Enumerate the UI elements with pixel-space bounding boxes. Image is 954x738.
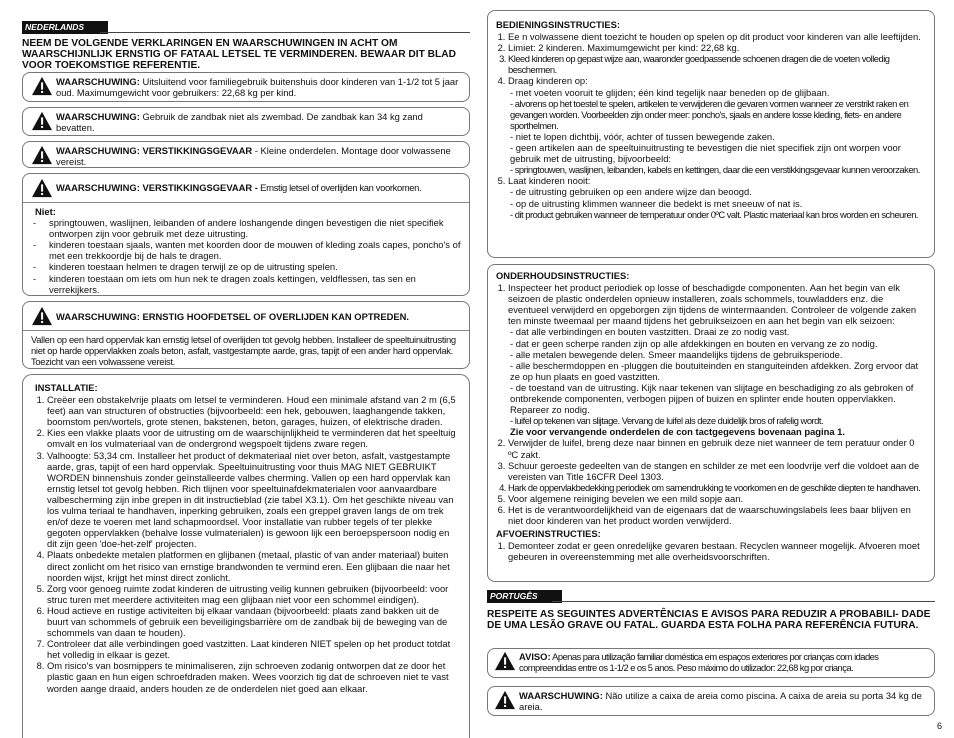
warning-body: Não utilize a caixa de areia como piscina. A caixa de areia su porta 34 kg de areia.	[519, 690, 922, 713]
pt-warning-box-family-use	[487, 648, 935, 678]
list-item: 4. Hark de oppervlakbedekking periodiek om samendrukking te voorkomen en de geschikte diepten te handhaven.	[508, 482, 926, 493]
page-number: 6	[936, 721, 942, 732]
warning-text	[56, 76, 461, 98]
warning-triangle-icon	[31, 178, 53, 198]
sub-item: - niet te lopen dichtbij, vóór, achter of tussen bewegende zaken.	[510, 130, 775, 142]
list-item: 4. Plaats onbedekte metalen platformen en glijbanen (metaal, plastic of van ander materiaal) buiten direct zonlicht om het risico van ernstige brandwonden te vermind eren. Een glijbaan die naar het noorden wijst, krijgt het minst direct zonlicht.	[47, 549, 461, 582]
list-item: - kinderen toestaan om iets om hun nek te dragen zoals kettingen, veldflessen, tas sen en verrekijkers.	[31, 273, 461, 295]
sub-list	[508, 87, 926, 176]
list-item	[508, 282, 926, 437]
pt-warning-box-sandbox	[487, 686, 935, 716]
list-item: - springtouwen, waslijnen, leibanden of andere loshangende dingen bevestigen die niet specifiek ontworpen zijn voor gebruik met deze uitrusting.	[31, 217, 461, 239]
sub-item: - alvorens op het toestel te spelen, artikelen te verwijderen die gevaren vormen wanneer ze verstrikt raken en gevangen worden. Voorbeelden zijn onder meer: poncho's, sjaals en andere losse kleding, fiets- en andere sporthelmen.	[510, 97, 909, 131]
sub-item: - luifel op tekenen van slijtage. Vervang de luifel als deze duidelijk bros of rafelig wordt.	[510, 415, 824, 427]
warning-box-sandbox	[22, 107, 470, 136]
list-item: 5. Zorg voor genoeg ruimte zodat kinderen de uitrusting veilig kunnen gebruiken (bijvoorbeeld: voor struc turen met meerdere activiteiten mag een glijbaan niet voor een schommel eindigen).	[47, 583, 461, 605]
list-item: 1. Demonteer zodat er geen onredelijke gevaren bestaan. Recyclen wanneer mogelijk. Afvoeren moet gebeuren in overeenstemming met alle overheidsvoorschriften.	[508, 540, 926, 562]
language-tag-portuguese: PORTUGÊS	[487, 590, 562, 603]
warning-box-family-use	[22, 72, 470, 102]
warning-label: WAARSCHUWING:	[56, 111, 140, 122]
sub-item: - op de uitrusting klimmen wanneer die bedekt is met sneeuw of nat is.	[510, 197, 803, 209]
disposal-list	[496, 540, 926, 562]
portuguese-intro-warning: RESPEITE AS SEGUINTES ADVERTÊNCIAS E AVISOS PARA REDUZIR A PROBABILI- DADE DE UMA LESÃO GRAVE OU FATAL. GUARDA ESTA FOLHA PARA REFERÊNCIA FUTURA.	[487, 609, 931, 632]
warning-label: WAARSCHUWING:	[519, 690, 603, 701]
operating-instructions-section	[487, 10, 935, 258]
installation-section	[22, 374, 470, 738]
divider	[23, 330, 469, 331]
warning-triangle-icon	[494, 690, 516, 710]
warning-label: WAARSCHUWING:	[56, 76, 140, 87]
list-item: 2. Limiet: 2 kinderen. Maximumgewicht per kind: 22,68 kg.	[508, 42, 926, 53]
section-title: BEDIENINGSINSTRUCTIES:	[496, 19, 620, 30]
warning-triangle-icon	[31, 76, 53, 96]
list-item: - kinderen toestaan sjaals, wanten met koorden door de mouwen of kleding zoals capes, poncho's of met een trekkoordje bij de hals te dragen.	[31, 239, 461, 261]
language-rule	[100, 32, 470, 33]
list-item-text: Laat kinderen nooit:	[508, 175, 591, 187]
list-item: 2. Verwijder de luifel, breng deze naar binnen en gebruik deze niet wanneer de tem peratuur onder 0 ºC zakt.	[508, 437, 926, 459]
warning-triangle-icon	[31, 306, 53, 326]
sub-list	[508, 326, 926, 437]
warning-label: AVISO:	[519, 651, 551, 662]
list-item: 6. Houd actieve en rustige activiteiten bij elkaar vandaan (bijvoorbeeld: plaats zand bakken uit de buurt van schommels of gebruik een beveiligingsbarrière om de zandbak bij de beweging van de schommels van daan te houden).	[47, 605, 461, 638]
list-item: 2. Kies een vlakke plaats voor de uitrusting om de waarschijnlijkheid te verminderen dat het speeltuig omvalt en los vulmateriaal van de ondergrond wegspoelt tijdens zware regen.	[47, 427, 461, 449]
sub-item: - dat alle verbindingen en bouten vastzitten. Draai ze zo nodig vast.	[510, 326, 790, 338]
warning-label: WAARSCHUWING: VERSTIKKINGSGEVAAR -	[56, 182, 258, 193]
warning-box-small-parts	[22, 141, 470, 168]
sub-item: - springtouwen, waslijnen, leibanden, kabels en kettingen, daar die een verstikkingsgevaar kunnen veroorzaken.	[510, 164, 920, 176]
maintenance-list	[496, 282, 926, 526]
list-item-text: Inspecteer het product periodiek op losse of beschadigde componenten. Aan het begin van elk seizoen de plastic onderdelen opnieuw installeren, zoals schommels, touwladders enz. die eventueel verwijderd en opgeborgen zijn tijdens de wintermaanden. Controleer de volgende zaken ten minste tweemaal per maand tijdens het gebruikseizoen en aan het begin van elk seizoen:	[508, 282, 917, 327]
dutch-intro-warning: NEEM DE VOLGENDE VERKLARINGEN EN WAARSCHUWINGEN IN ACHT OM WAARSCHIJNLIJK ERNSTIG OF FATAAL LETSEL TE VERMINDEREN. BEWAAR DIT BLAD VOOR TOEKOMSTIGE REFERENTIE.	[22, 38, 456, 72]
list-item: 5. Voor algemene reiniging bevelen we een mild sopje aan.	[508, 493, 926, 504]
section-title: INSTALLATIE:	[35, 382, 98, 393]
sub-list	[508, 186, 926, 219]
list-item: 8. Om risico's van bosrnippers te minimaliseren, zijn schroeven zodanig ontworpen dat ze door het plastic gaan en hun eigen schroefdraden maken. Wees voorzich tig dat de schroeven niet te vast worden aange draaid, anders houden ze de onderdelen niet goed aan elkaar.	[47, 660, 461, 693]
list-item-text: Draag kinderen op:	[508, 75, 588, 87]
sub-item: - dat er geen scherpe randen zijn op alle afdekkingen en bouten en vervang ze zo nodig.	[510, 337, 878, 349]
sub-item: - met voeten vooruit te glijden; één kind tegelijk naar beneden op de glijbaan.	[510, 86, 830, 98]
warning-triangle-icon	[31, 111, 53, 131]
list-item: 7. Controleer dat alle verbindingen goed vastzitten. Laat kinderen NIET spelen op het product totdat het volledig in elkaar is gezet.	[47, 638, 461, 660]
language-tag-dutch: NEDERLANDS	[22, 21, 108, 34]
warning-body: - Kleine onderdelen. Montage door volwassene vereist.	[56, 145, 451, 168]
sub-item: - dit product gebruiken wanneer de temperatuur onder 0ºC valt. Plastic materiaal kan bros worden en scheuren.	[510, 208, 919, 220]
warning-body: Ernstig letsel of overlijden kan voorkomen.	[257, 182, 422, 193]
warning-body: Uitsluitend voor familiegebruik buitenshuis door kinderen van 1-1/2 tot 5 jaar oud. Maximumgewicht voor gebruikers: 22,68 kg per kind.	[56, 76, 459, 99]
warning-text	[56, 111, 461, 133]
section-title: ONDERHOUDSINSTRUCTIES:	[496, 270, 630, 281]
section-title: AFVOERINSTRUCTIES:	[496, 528, 601, 540]
sub-item-bold: Zie voor vervangende onderdelen de con tactgegevens bovenaan pagina 1.	[510, 426, 845, 438]
list-item: 3. Valhoogte: 53,34 cm. Installeer het product of dekmateriaal niet over beton, asfalt, vastgestampte aarde, gras, tapijt of een hard oppervlak. Speeltuinuitrusting voor thuis MAG NIET GEBRUIKT WORDEN binnenshuis zonder geïnstalleerde valbes cherming. Vallen op een hard oppervlak kan ernstig letsel tot gevolg hebben. Rich tlijnen voor speeltuinafdekmaterialen voor aanvaardbare valbescherming zijn inbe grepen in dit instructieblad (zie tabel X3.1). Om het geschikte niveau van los vulma teriaal te handhaven, inperking gebruiken, zoals een greppel graven langs de om trek en/of deze te voeren met land schapmoordsel. Voor installatie van rubber tegels of ter plekke gegoten oppervlakken (behalve losse vulmaterialen) is gewoon lijk een beroepspersoon nodig en dit zijn geen 'doe-het-zelf' projecten.	[47, 450, 461, 550]
warning-triangle-icon	[31, 145, 53, 165]
list-item: - kinderen toestaan helmen te dragen terwijl ze op de uitrusting spelen.	[31, 261, 461, 272]
list-item: 3. Schuur geroeste gedeelten van de stangen en schilder ze met een loodvrije verf die voldoet aan de vereisten van Title 16CFR Deel 1303.	[508, 460, 926, 482]
list-item: 1. Creëer een obstakelvrije plaats om letsel te verminderen. Houd een minimale afstand van 2 m (6,5 feet) aan van structuren of obstructies (bijvoorbeeld: een hek, gebouwen, laaghangende takken, boomstom pen/wortels, grote stenen, bakstenen, beton, garages, huizen, of elektrische draden.	[47, 394, 461, 427]
warning-body: Apenas para utilização familiar doméstica em espaços exteriores por crianças com idades compreendidas entre os 1-1/2 e os 5 anos. Peso máximo do utilizador: 22,68 kg por criança.	[519, 651, 879, 674]
list-item: 6. Het is de verantwoordelijkheid van de eigenaars dat de waarschuwingslabels lees baar blijven en niet door kinderen van het product worden verwijderd.	[508, 504, 926, 526]
sub-item: - de toestand van de uitrusting. Kijk naar tekenen van slijtage en beschadiging zo als gebroken of ontbrekende componenten, verbogen pijpen of buizen en splinter ende houten oppervlakken. Repareer zo nodig.	[510, 381, 914, 416]
warning-body: Gebruik de zandbak niet als zwembad. De zandbak kan 34 kg zand bevatten.	[56, 111, 423, 134]
sub-item: - de uitrusting gebruiken op een andere wijze dan beoogd.	[510, 186, 752, 198]
warning-text	[56, 145, 461, 167]
warning-box-head-injury	[22, 301, 470, 369]
sub-item: - alle beschermdoppen en -pluggen die boutuiteinden en stanguiteinden afdekken. Zorg ervoor dat ze op hun plaats en goed vastzitten.	[510, 359, 919, 382]
warning-box-strangulation	[22, 173, 470, 296]
list-item: 1. Ee n volwassene dient toezicht te houden op spelen op dit product voor kinderen van alle leeftijden.	[508, 31, 926, 42]
operating-list	[496, 31, 926, 220]
language-rule	[552, 601, 935, 602]
warning-body: Vallen op een hard oppervlak kan ernstig letsel of overlijden tot gevolg hebben. Installeer de speeltuinuitrusting niet op harde oppervlakken zoals beton, asfalt, vastgestampte aarde, gras, tapijt of een ander hard oppervlak. Toezicht van een volwassene vereist.	[31, 334, 456, 368]
installation-list	[31, 394, 461, 694]
warning-triangle-icon	[494, 651, 516, 671]
warning-label: WAARSCHUWING: ERNSTIG HOOFDETSEL OF OVERLIJDEN KAN OPTREDEN.	[56, 311, 409, 322]
warning-text	[519, 651, 926, 673]
maintenance-section	[487, 264, 935, 582]
warning-text	[519, 690, 926, 712]
sub-item: - geen artikelen aan de speeltuinuitrusting te bevestigen die niet specifiek zijn ont worpen voor gebruik met de uitrusting, bijvoorbeeld:	[510, 142, 901, 165]
warning-label: WAARSCHUWING: VERSTIKKINGSGEVAAR	[56, 145, 253, 156]
list-item	[508, 175, 926, 219]
list-item: 3. Kleed kinderen op gepast wijze aan, waaronder goedpassende schoenen dragen die de voeten volledig beschermen.	[508, 53, 926, 75]
niet-label: Niet:	[35, 206, 56, 217]
niet-list	[31, 217, 461, 295]
warning-text	[56, 178, 461, 193]
sub-item: - alle metalen bewegende delen. Smeer maandelijks tijdens de gebruiksperiode.	[510, 348, 843, 360]
list-item	[508, 75, 926, 175]
divider	[23, 202, 469, 203]
